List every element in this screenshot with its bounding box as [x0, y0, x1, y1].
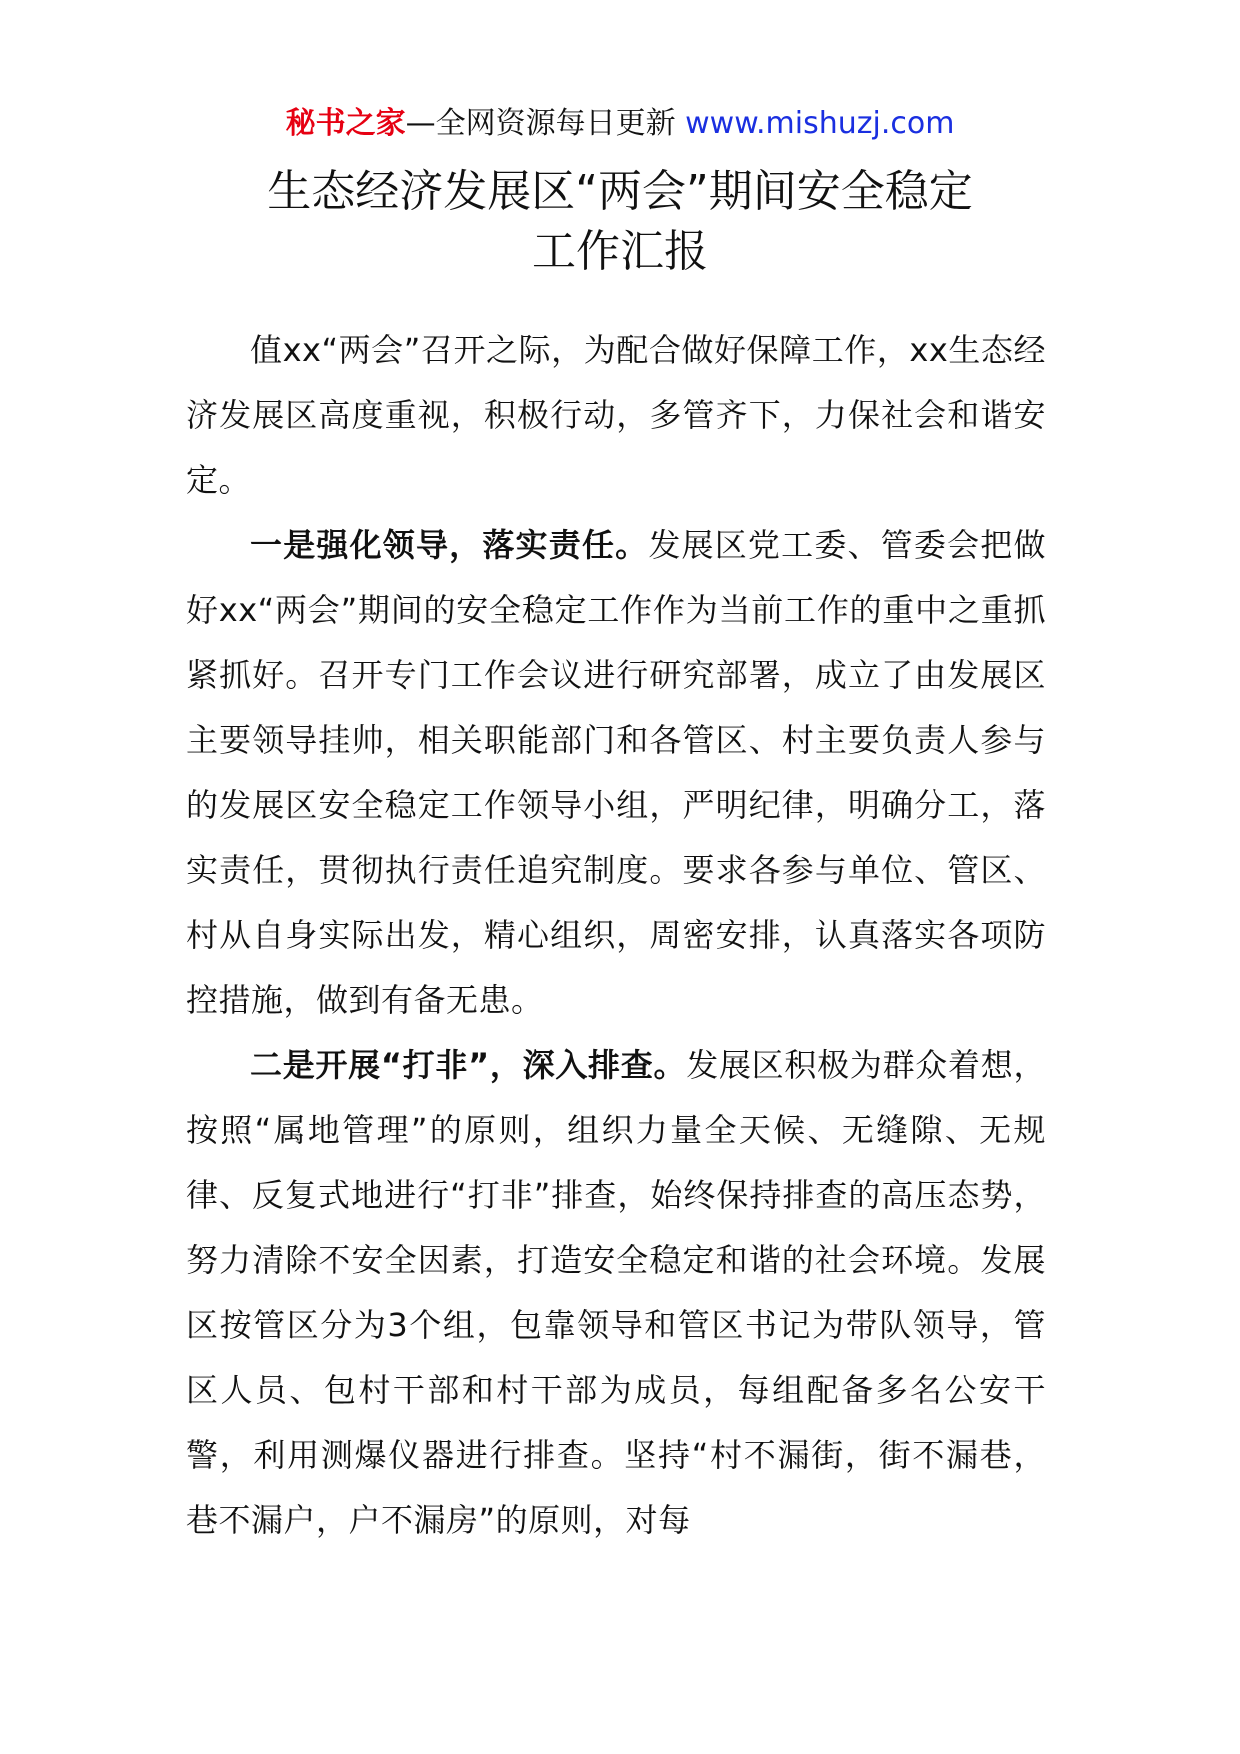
title-line-1: 生态经济发展区“两会”期间安全稳定 — [267, 166, 973, 217]
brand-name: 秘书之家 — [285, 106, 406, 141]
title-line-2: 工作汇报 — [532, 226, 708, 277]
paragraph-lead: 二是开展“打非”，深入排查。 — [250, 1046, 687, 1084]
paragraph-point-2 — [186, 1033, 1046, 1553]
header-tagline: —全网资源每日更新 — [405, 106, 676, 141]
document-title — [0, 162, 1240, 282]
paragraph-text: 发展区积极为群众着想，按照“属地管理”的原则，组织力量全天候、无缝隙、无规律、反复式地进行“打非”排查，始终保持排查的高压态势，努力清除不安全因素，打造安全稳定和谐的社会环境。发展区按管区分为3个组，包靠领导和管区书记为带队领导，管区人员、包村干部和村干部为成员，每组配备多名公安干警，利用测爆仪器进行排查。坚持“村不漏街，街不漏巷，巷不漏户，户不漏房”的原则，对每 — [186, 1046, 1046, 1539]
paragraph-text: 发展区党工委、管委会把做好xx“两会”期间的安全稳定工作作为当前工作的重中之重抓紧抓好。召开专门工作会议进行研究部署，成立了由发展区主要领导挂帅，相关职能部门和各管区、村主要负责人参与的发展区安全稳定工作领导小组，严明纪律，明确分工，落实责任，贯彻执行责任追究制度。要求各参与单位、管区、村从自身实际出发，精心组织，周密安排，认真落实各项防控措施，做到有备无患。 — [186, 526, 1046, 1019]
site-url-link[interactable]: www.mishuzj.com — [685, 106, 955, 141]
paragraph-lead: 一是强化领导，落实责任。 — [250, 526, 649, 564]
paragraph-point-1 — [186, 513, 1046, 1033]
document-body — [186, 318, 1046, 1553]
site-header — [0, 104, 1240, 144]
paragraph-intro — [186, 318, 1046, 513]
paragraph-text: 值xx“两会”召开之际，为配合做好保障工作，xx生态经济发展区高度重视，积极行动，多管齐下，力保社会和谐安定。 — [186, 331, 1046, 499]
